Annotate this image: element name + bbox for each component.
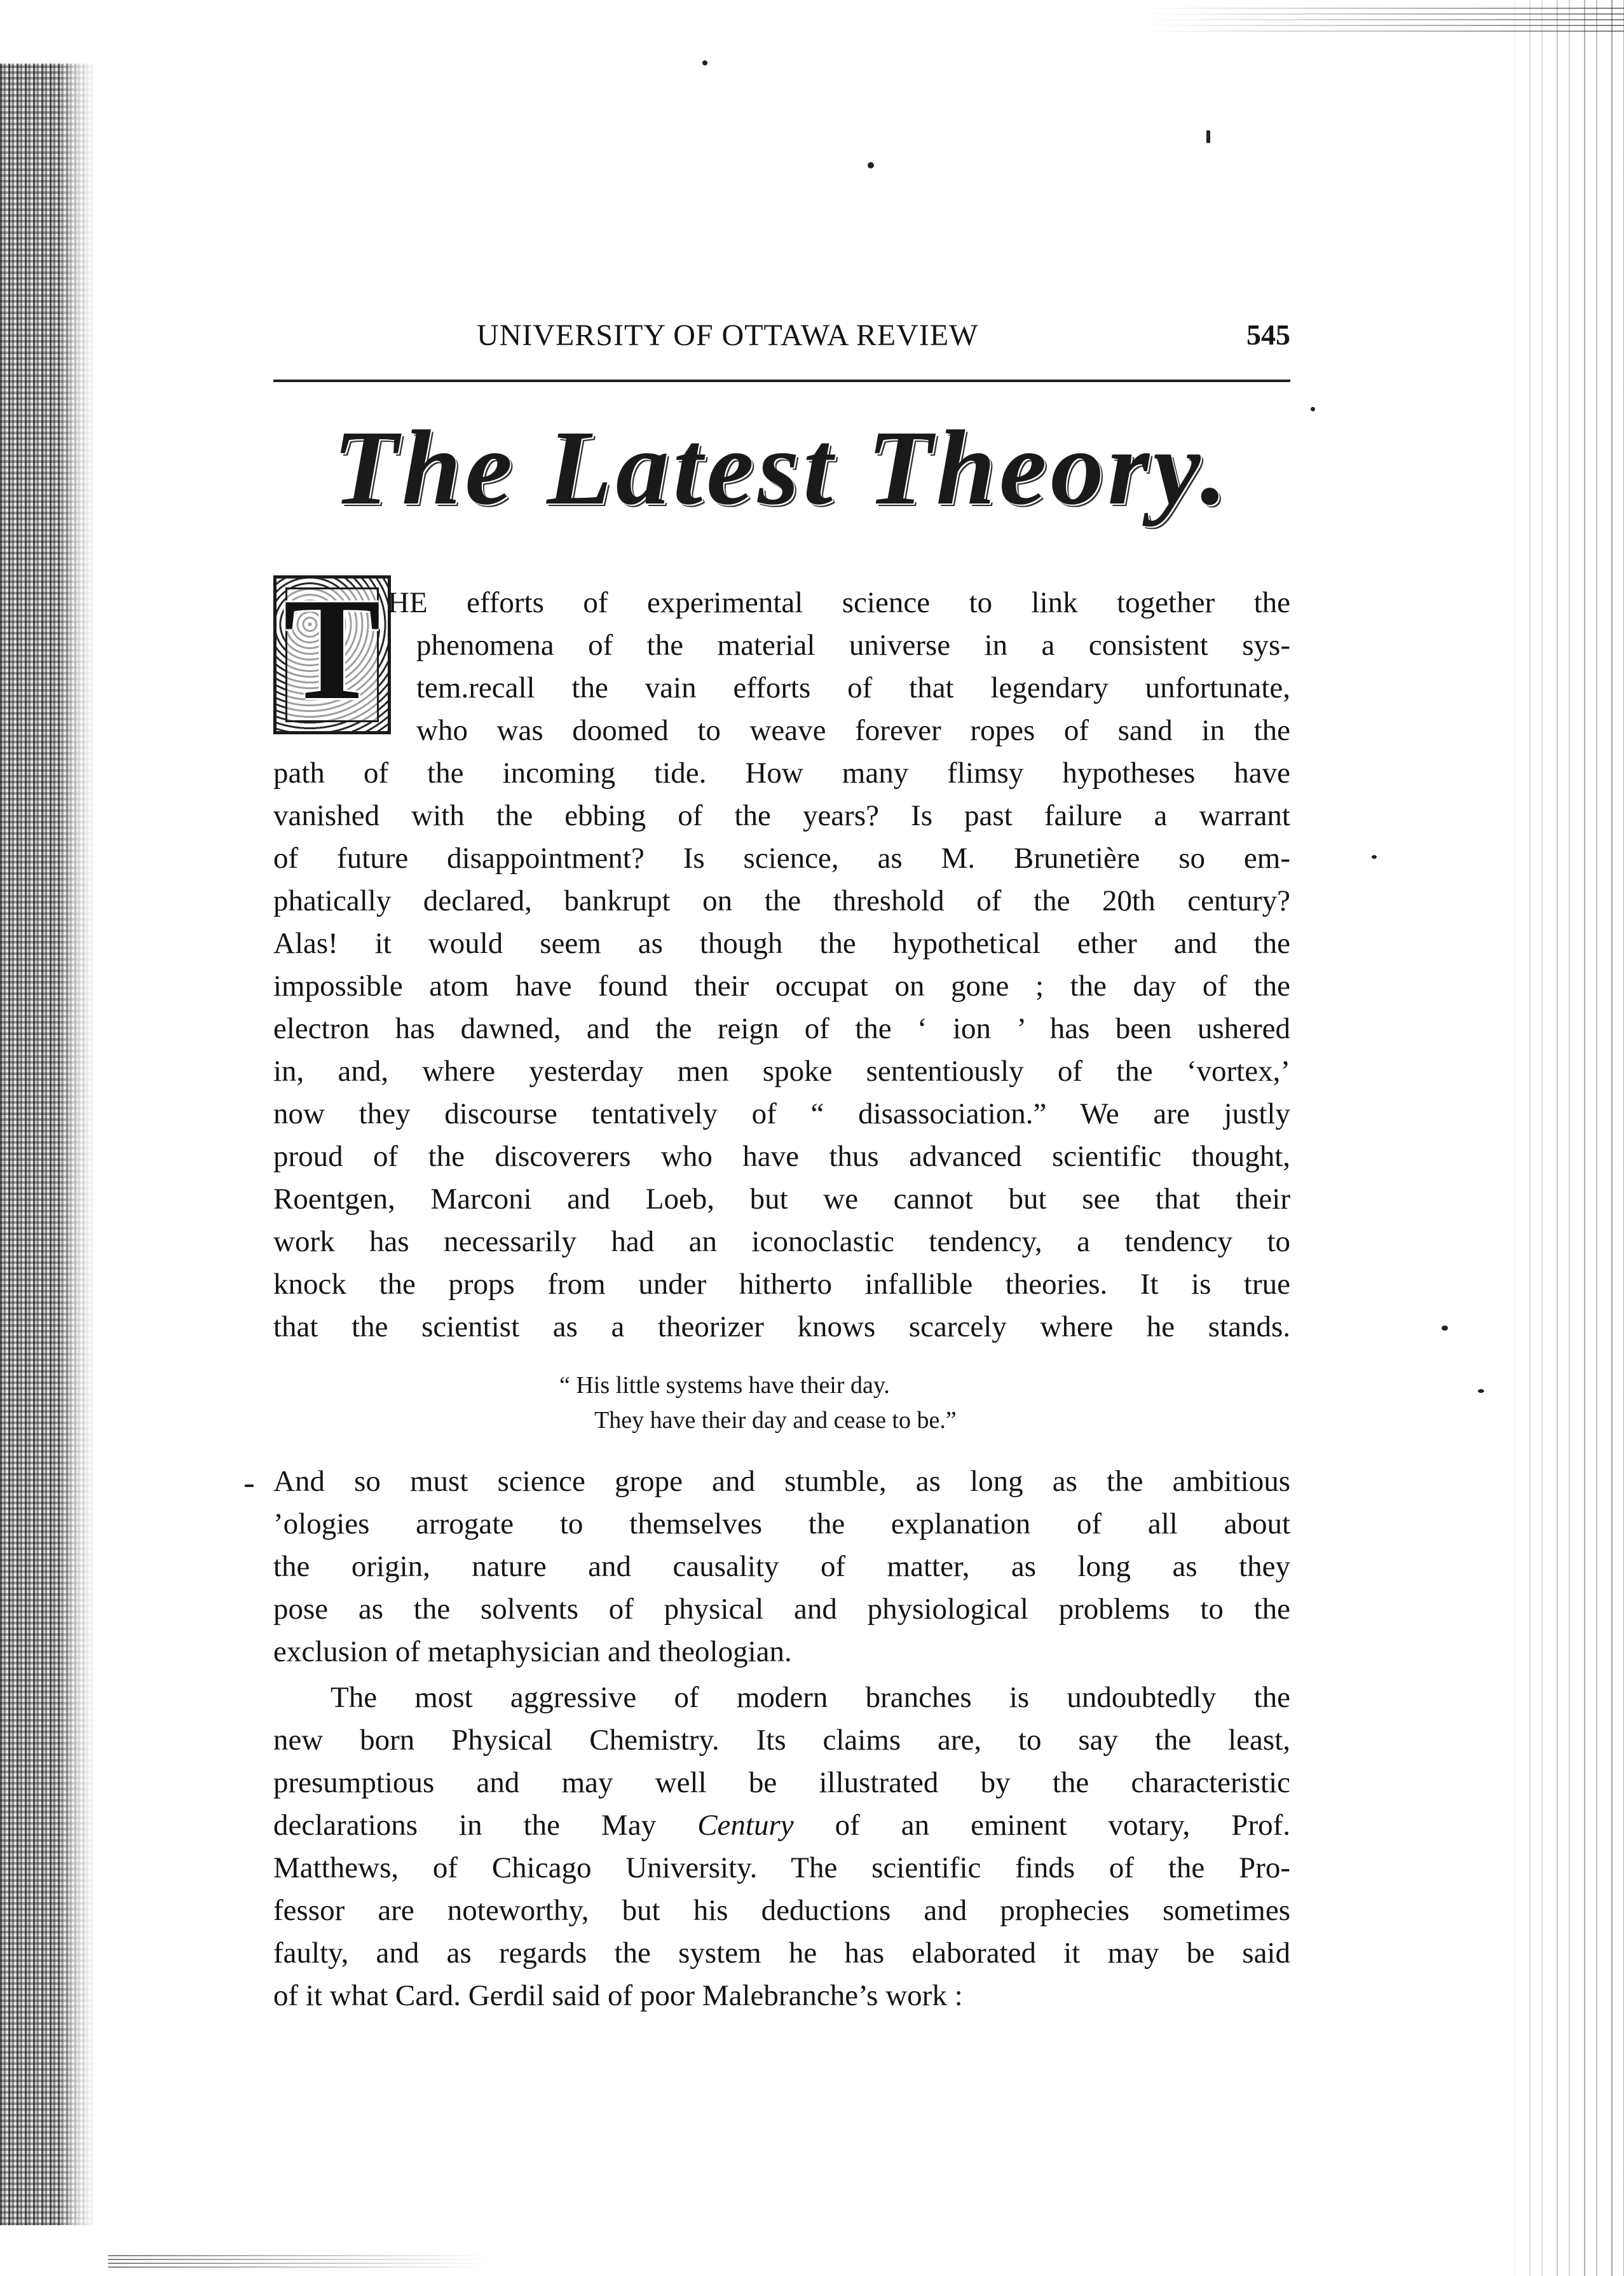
text-line: in, and, where yesterday men spoke sententiously of the ‘vortex,’: [273, 1055, 1290, 1088]
text-line: work has necessarily had an iconoclastic tendency, a tendency to: [273, 1225, 1290, 1258]
article-title: The Latest Theory.: [332, 409, 1231, 527]
text-line: that the scientist as a theorizer knows scarcely where he stands.: [273, 1310, 1290, 1343]
scan-speck: [702, 60, 707, 65]
drop-cap-letter: T: [283, 568, 381, 730]
scan-speck: [1206, 130, 1210, 143]
text-line: faulty, and as regards the system he has elaborated it may be said: [273, 1937, 1290, 1970]
text-line: And so must science grope and stumble, as long as the ambitious: [273, 1465, 1290, 1498]
running-head: [273, 318, 1290, 362]
scan-speck: [868, 162, 874, 168]
text-line: ’ologies arrogate to themselves the explanation of all about: [273, 1507, 1290, 1540]
text-line: fessor are noteworthy, but his deductions and prophecies sometimes: [273, 1894, 1290, 1927]
text-line: of it what Card. Gerdil said of poor Malebranche’s work :: [273, 1979, 963, 2012]
scan-speck: [1311, 407, 1315, 411]
text-line: Matthews, of Chicago University. The scientific finds of the Pro-: [273, 1851, 1290, 1884]
text-line: the origin, nature and causality of matter, as long as they: [273, 1550, 1290, 1583]
drop-cap-ornament: [273, 568, 391, 734]
text-fragment: declarations in the May: [273, 1809, 657, 1842]
scan-speck: [1442, 1326, 1448, 1331]
page-binding-shadow: [0, 64, 95, 2225]
text-line: proud of the discoverers who have thus advanced scientific thought,: [273, 1140, 1290, 1173]
quote-line: “ His little systems have their day.: [559, 1372, 890, 1399]
page-edge-shadow: [1433, 0, 1624, 2276]
text-line: HE efforts of experimental science to link together the: [388, 586, 1290, 619]
text-line: phatically declared, bankrupt on the threshold of the 20th century?: [273, 884, 1290, 917]
text-line: exclusion of metaphysician and theologian.: [273, 1635, 792, 1668]
text-line: who was doomed to weave forever ropes of sand in the: [416, 714, 1290, 747]
text-line: impossible atom have found their occupat on gone ; the day of the: [273, 970, 1290, 1003]
text-fragment: of an eminent votary, Prof.: [835, 1809, 1290, 1842]
page-number: 545: [1246, 319, 1290, 351]
scan-streaks-top: [1144, 6, 1624, 32]
text-line: Roentgen, Marconi and Loeb, but we cannot but see that their: [273, 1183, 1290, 1216]
text-line: phenomena of the material universe in a consistent sys-: [416, 629, 1290, 662]
text-line: The most aggressive of modern branches is undoubtedly the: [331, 1681, 1290, 1714]
text-line: pose as the solvents of physical and physiological problems to the: [273, 1593, 1290, 1626]
text-line: now they discourse tentatively of “ disassociation.” We are justly: [273, 1097, 1290, 1130]
scan-speck: [1372, 855, 1377, 859]
scan-speck: [245, 1484, 254, 1487]
running-title: UNIVERSITY OF OTTAWA REVIEW: [477, 319, 979, 352]
text-line: electron has dawned, and the reign of the ‘ ion ’ has been ushered: [273, 1012, 1290, 1045]
italic-journal-title: Century: [697, 1809, 794, 1842]
text-line: of future disappointment? Is science, as M. Brunetière so em-: [273, 842, 1290, 875]
text-line: path of the incoming tide. How many flimsy hypotheses have: [273, 757, 1290, 790]
scan-streaks-bottom: [108, 2254, 489, 2268]
text-line: knock the props from under hitherto infallible theories. It is true: [273, 1268, 1290, 1301]
text-line: tem.recall the vain efforts of that legendary unfortunate,: [416, 671, 1290, 704]
text-line: new born Physical Chemistry. Its claims are, to say the least,: [273, 1724, 1290, 1757]
quote-line: They have their day and cease to be.”: [594, 1407, 957, 1434]
text-line: presumptious and may well be illustrated by the characteristic: [273, 1766, 1290, 1799]
text-line: Alas! it would seem as though the hypothetical ether and the: [273, 927, 1290, 960]
text-line-with-italic: [273, 1806, 1290, 1844]
header-rule: [273, 380, 1290, 382]
text-line: vanished with the ebbing of the years? Is past failure a warrant: [273, 799, 1290, 832]
scan-speck: [1478, 1389, 1484, 1393]
